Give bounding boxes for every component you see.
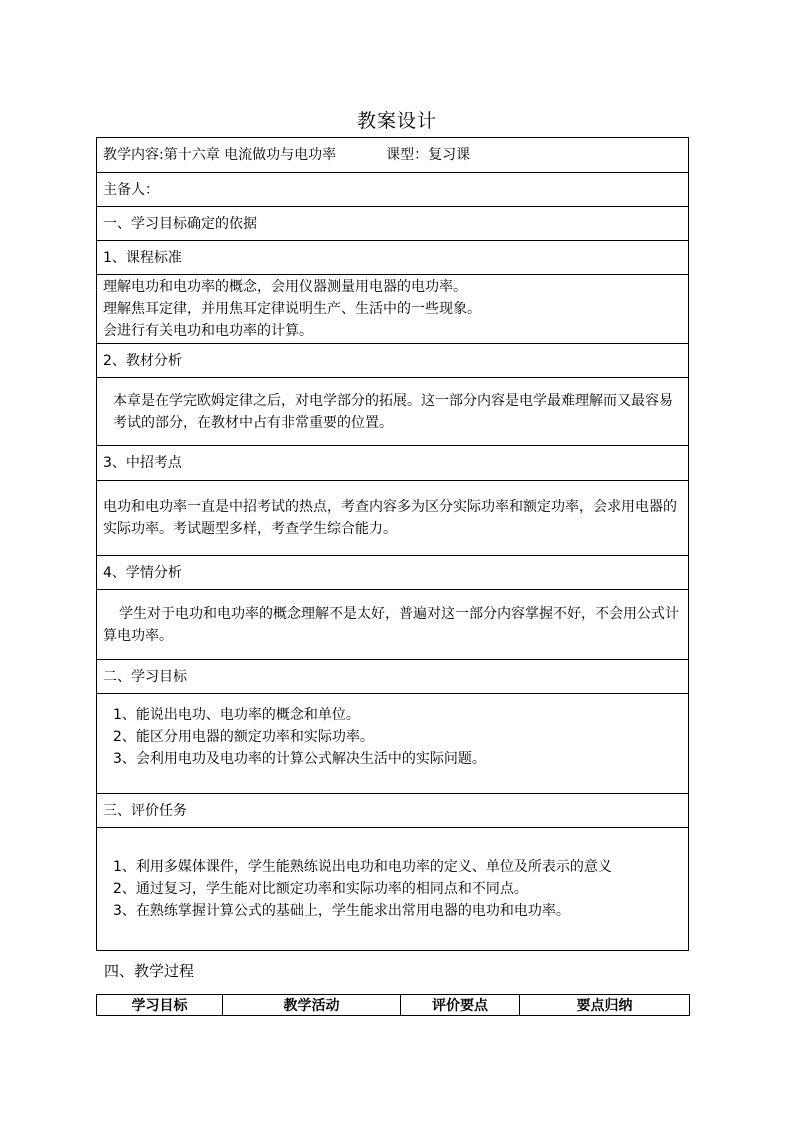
goal-item: 2、能区分用电器的额定功率和实际功率。	[113, 729, 374, 745]
exam-content-row	[97, 481, 689, 556]
standard-title-row	[97, 241, 689, 275]
content-label: 教学内容:第十六章 电流做功与电功率	[103, 147, 337, 163]
standard-line: 理解焦耳定律，并用焦耳定律说明生产、生活中的一些现象。	[103, 301, 481, 317]
material-content-row	[97, 378, 689, 446]
standard-line: 理解电功和电功率的概念，会用仪器测量用电器的电功率。	[103, 279, 467, 295]
preparer-row	[97, 173, 689, 207]
process-header-activity: 教学活动	[223, 995, 401, 1016]
process-header-goal: 学习目标	[97, 995, 223, 1016]
preparer-label: 主备人：	[97, 173, 689, 207]
goal-item: 3、会利用电功及电功率的计算公式解决生活中的实际问题。	[113, 751, 486, 767]
students-title-row	[97, 556, 689, 590]
material-title: 2、教材分析	[97, 344, 689, 378]
material-title-row	[97, 344, 689, 378]
document-title: 教案设计	[356, 110, 437, 132]
header-row	[97, 138, 689, 173]
section2-content	[97, 694, 689, 794]
exam-title-row	[97, 446, 689, 481]
standard-line: 会进行有关电功和电功率的计算。	[103, 323, 313, 339]
process-header-row	[97, 995, 690, 1016]
section3-content-row	[97, 828, 689, 951]
process-header-evaluation: 评价要点	[401, 995, 520, 1016]
section2-title-row	[97, 660, 689, 694]
standard-content-row	[97, 275, 689, 344]
section1-title-row	[97, 207, 689, 241]
students-title: 4、学情分析	[97, 556, 689, 590]
section4-title: 四、教学过程	[104, 962, 195, 980]
task-item: 3、在熟练掌握计算公式的基础上，学生能求出常用电器的电功和电功率。	[113, 903, 570, 919]
standard-title: 1、课程标准	[97, 241, 689, 275]
process-table	[96, 994, 690, 1016]
header-cell	[97, 138, 689, 173]
task-item: 1、利用多媒体课件，学生能熟练说出电功和电功率的定义、单位及所表示的意义	[113, 859, 612, 875]
section3-content	[97, 828, 689, 951]
goal-item: 1、能说出电功、电功率的概念和单位。	[113, 707, 360, 723]
standard-content	[97, 275, 689, 344]
students-content-row	[97, 590, 689, 660]
task-item: 2、通过复习，学生能对比额定功率和实际功率的相同点和不同点。	[113, 881, 528, 897]
section2-title: 二、学习目标	[97, 660, 689, 694]
section1-title: 一、学习目标确定的依据	[97, 207, 689, 241]
exam-title: 3、中招考点	[97, 446, 689, 481]
process-header-summary: 要点归纳	[520, 995, 690, 1016]
section3-title-row	[97, 794, 689, 828]
section3-title: 三、评价任务	[97, 794, 689, 828]
exam-text: 电功和电功率一直是中招考试的热点，考查内容多为区分实际功率和额定功率，会求用电器的实际功率。考试题型多样，考查学生综合能力。	[97, 481, 689, 556]
students-text: 学生对于电功和电功率的概念理解不是太好，普遍对这一部分内容掌握不好，不会用公式计算电功率。	[97, 590, 689, 660]
lesson-plan-table	[96, 137, 689, 951]
material-text: 本章是在学完欧姆定律之后，对电学部分的拓展。这一部分内容是电学最难理解而又最容易考试的部分，在教材中占有非常重要的位置。	[97, 378, 689, 446]
section2-content-row	[97, 694, 689, 794]
lesson-type: 课型：复习课	[386, 147, 471, 163]
